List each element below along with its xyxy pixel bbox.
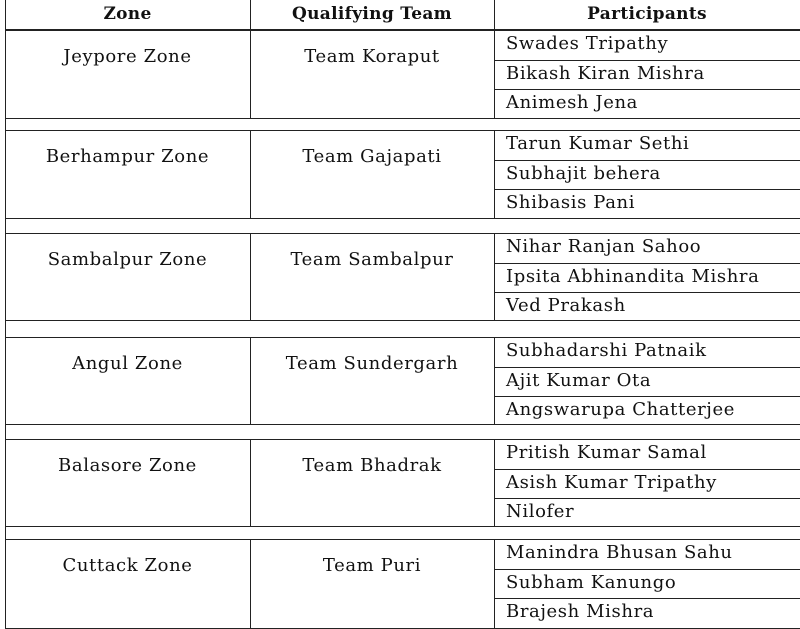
participant-name: Animesh Jena — [506, 92, 639, 113]
row-bottom-rule — [5, 424, 800, 425]
column-divider — [250, 130, 251, 218]
zone-cell: Berhampur Zone — [45, 146, 210, 167]
participant-name: Ipsita Abhinandita Mishra — [506, 265, 760, 287]
row-bottom-rule — [5, 526, 800, 527]
participant-divider — [494, 598, 800, 599]
header-qualifying-team: Qualifying Team — [292, 4, 452, 24]
qualifying-team-cell: Team Gajapati — [302, 146, 442, 167]
participant-divider — [494, 469, 800, 470]
participant-divider — [494, 367, 800, 368]
column-divider — [494, 233, 495, 320]
participant-divider — [494, 263, 800, 264]
row-top-rule — [5, 30, 800, 31]
row-top-rule — [5, 439, 800, 440]
participant-name: Shibasis Pani — [506, 192, 636, 213]
participant-name: Asish Kumar Tripathy — [506, 471, 717, 493]
participant-name: Brajesh Mishra — [506, 601, 655, 622]
zone-cell: Balasore Zone — [58, 455, 197, 476]
qualifying-team-cell: Team Bhadrak — [302, 455, 442, 476]
column-divider — [250, 439, 251, 526]
column-divider — [250, 539, 251, 629]
qualifying-team-cell: Team Sundergarh — [285, 353, 459, 374]
participant-divider — [494, 498, 800, 499]
participant-name: Nilofer — [506, 501, 575, 522]
participant-divider — [494, 160, 800, 161]
qualifying-team-cell: Team Puri — [322, 555, 422, 576]
participant-divider — [494, 60, 800, 61]
qualifying-team-cell: Team Sambalpur — [290, 249, 454, 270]
row-bottom-rule — [5, 218, 800, 219]
column-divider — [494, 130, 495, 218]
row-top-rule — [5, 539, 800, 540]
column-divider — [250, 30, 251, 118]
participant-name: Ved Prakash — [506, 295, 626, 316]
column-divider — [250, 233, 251, 320]
header-divider — [494, 0, 495, 30]
zone-cell: Angul Zone — [72, 353, 183, 374]
participant-name: Subhadarshi Patnaik — [506, 340, 707, 361]
column-divider — [250, 337, 251, 424]
column-divider — [494, 539, 495, 629]
participant-name: Angswarupa Chatterjee — [506, 399, 735, 420]
participant-divider — [494, 569, 800, 570]
row-bottom-rule — [5, 320, 800, 321]
participant-name: Tarun Kumar Sethi — [506, 133, 690, 154]
participant-divider — [494, 292, 800, 293]
zone-cell: Sambalpur Zone — [47, 249, 208, 270]
header-participants: Participants — [587, 4, 707, 24]
row-top-rule — [5, 233, 800, 234]
participant-name: Pritish Kumar Samal — [506, 442, 707, 463]
zone-cell: Jeypore Zone — [63, 46, 192, 67]
participant-name: Bikash Kiran Mishra — [506, 62, 705, 84]
participant-name: Subham Kanungo — [506, 571, 677, 593]
participant-name: Manindra Bhusan Sahu — [506, 542, 733, 563]
zone-cell: Cuttack Zone — [62, 555, 193, 576]
header-zone: Zone — [103, 4, 152, 24]
participant-name: Subhajit behera — [506, 162, 661, 184]
row-top-rule — [5, 337, 800, 338]
header-divider — [250, 0, 251, 30]
qualifying-team-cell: Team Koraput — [304, 46, 440, 67]
column-divider — [494, 439, 495, 526]
participant-divider — [494, 189, 800, 190]
table-left-border — [5, 0, 6, 629]
participant-name: Swades Tripathy — [506, 33, 669, 54]
participant-divider — [494, 89, 800, 90]
participant-name: Ajit Kumar Ota — [506, 369, 652, 391]
participant-divider — [494, 396, 800, 397]
column-divider — [494, 337, 495, 424]
participant-name: Nihar Ranjan Sahoo — [506, 236, 702, 257]
column-divider — [494, 30, 495, 118]
row-bottom-rule — [5, 118, 800, 119]
row-top-rule — [5, 130, 800, 131]
